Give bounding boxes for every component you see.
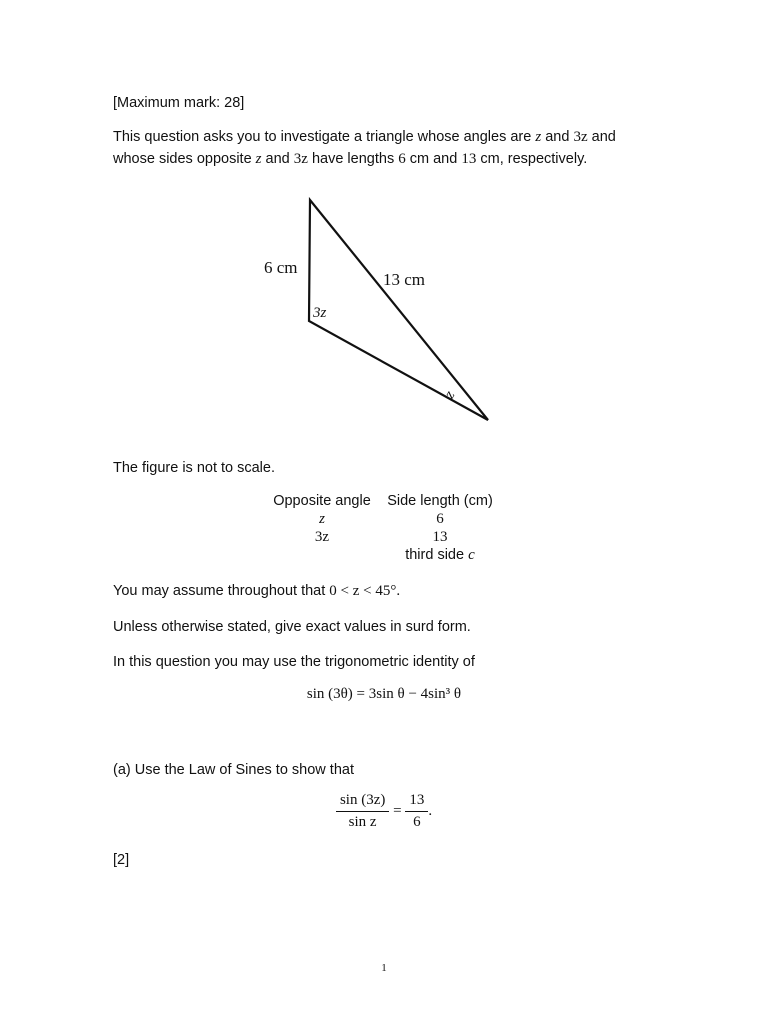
scale-note: The figure is not to scale. (113, 460, 275, 476)
assumption-text: You may assume throughout that (113, 583, 330, 599)
table-row (268, 510, 504, 528)
rhs-numerator: 13 (405, 792, 428, 812)
angle-label-3z: 3z (313, 305, 327, 321)
surd-note: Unless otherwise stated, give exact values in surd form. (113, 619, 471, 635)
table-cell (268, 546, 376, 564)
marks-part-a: [2] (113, 852, 130, 868)
table-cell: 3z (314, 529, 330, 545)
table-header: Opposite angle (273, 493, 371, 509)
identity-intro: In this question you may use the trigonometric identity of (113, 654, 475, 670)
intro-text: and (587, 129, 616, 145)
triangle-outline (309, 200, 488, 420)
max-mark: [Maximum mark: 28] (113, 95, 245, 111)
rhs-fraction (405, 792, 428, 831)
angle-side-table (268, 492, 504, 564)
intro-var: 3z (293, 151, 308, 167)
intro-var: 3z (573, 129, 588, 145)
table-cell (376, 546, 504, 564)
intro-text: whose sides opposite (113, 151, 256, 167)
rhs-denominator: 6 (413, 814, 421, 830)
table-row (268, 528, 504, 546)
intro-num: 6 (398, 151, 406, 167)
table-cell: z (319, 511, 325, 527)
assumption-line (113, 580, 400, 602)
page-number: 1 (381, 962, 387, 974)
table-row (268, 546, 504, 564)
intro-text: and (541, 129, 574, 145)
equation-period: . (428, 802, 433, 819)
trig-identity: sin (3θ) = 3sin θ − 4sin³ θ (306, 686, 462, 702)
lhs-denominator: sin z (348, 814, 377, 830)
table-cell-text: third side (405, 547, 469, 563)
intro-line-1 (113, 126, 616, 148)
intro-var: z (255, 151, 262, 167)
intro-num: 13 (461, 151, 477, 167)
table-header: Side length (cm) (387, 493, 493, 509)
equals-sign: = (393, 802, 402, 819)
intro-line-2 (113, 148, 587, 170)
lhs-numerator: sin (3z) (336, 792, 389, 812)
intro-text: and (261, 151, 294, 167)
table-cell-var: c (468, 547, 475, 563)
part-a-prompt: (a) Use the Law of Sines to show that (113, 762, 354, 778)
table-cell: 6 (436, 511, 444, 527)
intro-text: cm, respectively. (476, 151, 588, 167)
part-a-equation (0, 792, 768, 831)
intro-var: z (535, 129, 542, 145)
table-cell: 13 (432, 529, 448, 545)
assumption-math: 0 < z < 45°. (329, 583, 401, 599)
angle-label-z: z (441, 388, 459, 402)
lhs-fraction (336, 792, 389, 831)
intro-text: cm and (405, 151, 462, 167)
table-header-row (268, 492, 504, 510)
intro-text: have lengths (307, 151, 399, 167)
intro-text: This question asks you to investigate a triangle whose angles are (113, 129, 536, 145)
triangle-figure (255, 193, 500, 428)
side-label-13cm: 13 cm (383, 270, 426, 289)
side-label-6cm: 6 cm (264, 258, 298, 277)
